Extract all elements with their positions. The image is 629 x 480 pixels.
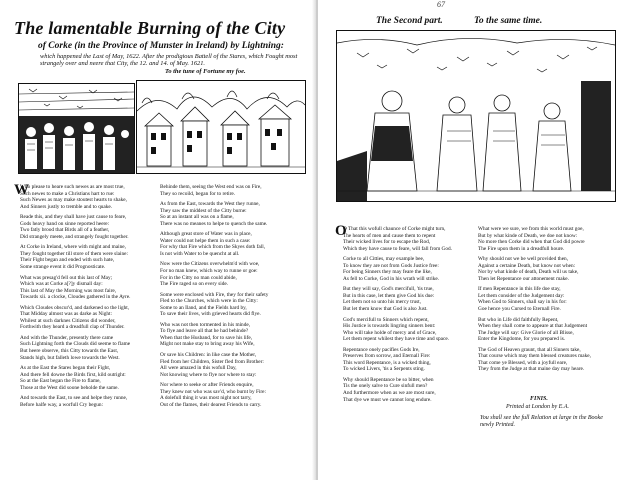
verse-line: When that the Husband, for to save his life, — [160, 334, 253, 341]
verse-line: Not knowing where to flye nor where to stay: — [160, 371, 257, 378]
verse-line: All were amazed in this wofull Day, — [160, 365, 237, 372]
relation-note: You shall see the full Relation at large in the Booke newly Printed. — [480, 415, 603, 428]
verse-line: Although great store of Water was in place, — [160, 231, 252, 238]
verse-line: Who was not then tormented in his minde, — [160, 321, 251, 328]
verse-line: Such Lightning forth the Clouds did seeme to flame — [20, 341, 131, 348]
verse-line: Some to an Iland, and the Fields hard by, — [160, 304, 247, 311]
verse-line: Some strange event it did Prognosticate. — [20, 264, 106, 271]
verse-line: Who please to heare such newes as are most true, — [20, 184, 125, 190]
finis-label: FINIS. — [530, 396, 548, 402]
verse-line: As from the East, towards the West they runne, — [160, 201, 260, 208]
verse-line: When God to Sinners, shall say in his for: — [478, 299, 567, 306]
verse-line: Water could not helpe them in such a case: — [160, 237, 251, 244]
verse-line: But in this case, let them give God his due: — [343, 292, 435, 299]
verse-line: But by what kinde of Death, we doe not know: — [478, 232, 578, 239]
verse-line: They fought together till store of them were slaine: — [20, 250, 128, 257]
verse-line: So at the East began the Fire to flame, — [20, 378, 101, 385]
verse-line: Such Newes as may make stoutest hearts to shake, — [20, 197, 127, 204]
verse-line: Nor by what kinde of death, Death will us take, — [478, 269, 579, 276]
verse-line: Fled to the Churches, which were in the Citty: — [160, 298, 258, 305]
ballad-subtitle: of Corke (in the Province of Munster in Ireland) by Lightning: — [38, 41, 284, 51]
verse-line: God's mercifull to Sinners which repent, — [343, 316, 429, 323]
verse-line: That course which may them blessed creatures make, — [478, 353, 591, 360]
verse-line: Repentance onely pacifies Gods Ire, — [343, 346, 420, 353]
verse-line: That dye we must we cannot long endure. — [343, 396, 432, 403]
verse-line: Against a certaine Death, but know not when: — [478, 262, 576, 269]
verse-line: Then let Repentance our attonement make. — [478, 275, 569, 282]
verse-line: When they shall come to appeare at that Judgement — [478, 323, 588, 330]
verse-line: Let them not so unto his mercy trust, — [343, 299, 421, 306]
verse-line: If men Repentance in this life doe stay, — [478, 286, 561, 293]
verse-line: His Justice is towards lingring sinners bent: — [343, 323, 436, 330]
sermon-scene-illustration — [337, 31, 615, 201]
verse-line: Towards xii. a clocke, Cloudes gathered in the Ayre. — [20, 294, 131, 301]
verse-line: Stands high, but falleth lowe towards the West. — [20, 354, 120, 361]
verse-line: For being Sinners they may feare the like, — [343, 269, 432, 276]
verse-line: Let them consider of the Judgement day: — [478, 292, 565, 299]
verse-line: Is not with Water to be quencht at all. — [160, 250, 240, 257]
woodcut-burning-city — [136, 80, 306, 174]
verse-line: This word Repentance, is a wicked thing, — [343, 359, 431, 366]
left-column-2 — [160, 184, 268, 408]
ballad-description: which happened the Last of May, 1622. After the prodigious Battell of the Stares, which Fought most strangely over and neere that City, the 12. and 14. of May. 1621. — [40, 53, 298, 68]
verse-line: But let them know that God is also Just. — [343, 306, 428, 313]
verse-line: As at the East the Stares began their Fight, — [20, 365, 111, 372]
verse-line: But who in Life did faithfully Repent, — [478, 316, 559, 323]
verse-line: Goe hence you Cursed to Eternall Fire. — [478, 306, 561, 313]
verse-line: And there fell downe the Birds first, kild outright: — [20, 371, 126, 378]
second-part-title: The Second part. — [376, 16, 443, 26]
verse-line: And Sinners justly to tremble and to quake. — [20, 203, 113, 210]
verse-line: Those at the West did soone beholde the same. — [20, 384, 119, 391]
verse-line: Which they have cause to feare, will fall from God. — [343, 245, 452, 252]
verse-line: Did strangely meete, and strangely fought together. — [20, 233, 129, 240]
verse-line: Now were the Citizens overwhelm'd with woe, — [160, 261, 260, 268]
verse-line: A dolefull thing it was most night not tarry, — [160, 395, 252, 402]
verse-line: This last of May the Morning was most faire, — [20, 287, 117, 294]
verse-line: Forthwith they heard a dreadfull clap of Thunder. — [20, 324, 125, 331]
right-column-2 — [478, 226, 591, 373]
verse-line: Corke to all Citties, may example bee, — [343, 256, 425, 263]
verse-line: They saw the middest of the Citty burne: — [160, 207, 247, 214]
printer-line: Printed at London by E.A. — [506, 404, 569, 410]
verse-line: So at an instant all was on a flame, — [160, 214, 234, 221]
verse-line: And towards the East, to see and helpe they runne, — [20, 395, 128, 402]
verse-line: Two fatly brood that Birds all of a feather, — [20, 227, 110, 234]
verse-line: Their wicked lives for to escape the Rod, — [343, 239, 431, 246]
left-column-1 — [20, 184, 131, 408]
woodcut-crowd — [18, 83, 135, 174]
verse-line: Preserves from sorrow, and Eternall Fire: — [343, 353, 431, 360]
verse-line: Out of the flames, their dearest Friends to carry. — [160, 401, 262, 408]
verse-line: They so recoild, began for to retire. — [160, 190, 236, 197]
drop-cap-o: O — [335, 223, 347, 239]
verse-line: Reade this, and they shall have just cause to feare, — [20, 214, 127, 221]
verse-line: For in the Citty no man could abide, — [160, 274, 237, 281]
verse-line: Might not make stay to bring away his Wife, — [160, 341, 255, 348]
verse-line: Fled from her Children, Sister fled from Brother: — [160, 358, 264, 365]
verse-line: Whilest at such darknes Citizens did wonder, — [20, 317, 116, 324]
crowd-illustration — [19, 84, 134, 173]
verse-line: That Midday almost was as darke as Night: — [20, 311, 112, 318]
verse-line: Or save his Children: in like case the Mother, — [160, 352, 257, 359]
verse-line: And with the Thunder, presently there came — [20, 334, 114, 341]
verse-line: The Fire raged so on every side. — [160, 281, 229, 288]
verse-line: No more then Corke did when that God did powre — [478, 239, 585, 246]
verse-line: What were we sure, we from this world must goe, — [478, 226, 584, 232]
verse-line: Who will take holde of mercy and of Grace, — [343, 329, 437, 336]
verse-line: Why should not we be well provided then, — [478, 256, 569, 263]
verse-line: For why that Fire which from the Skyes doth fall, — [160, 244, 266, 251]
drop-cap-w: W — [14, 182, 29, 198]
right-column-1 — [343, 226, 452, 403]
verse-line: What was presag'd fell out this last of May; — [20, 274, 113, 281]
page-number-mark: 67 — [437, 0, 445, 9]
verse-line: Gods heavy hand on sinne reported heere: — [20, 220, 110, 227]
verse-line: Tis the onely salve to Cure sinfull men? — [343, 383, 428, 390]
verse-line: Such newes to make a Christians hart to rue: — [20, 190, 115, 197]
verse-line: But they will say, God's mercifull, 'tis true, — [343, 286, 434, 293]
verse-line: That come ye Blessed, with a joyfull eare, — [478, 359, 568, 366]
verse-line: To know they are not from Gods Justice free: — [343, 262, 439, 269]
verse-line: The hearts of men and cause them to repent — [343, 232, 436, 239]
verse-line: To flye and leave all that he had behinde? — [160, 328, 249, 335]
verse-line: Which Cloudes obscur'd, and darkened so the light, — [20, 304, 130, 311]
tune-line: To the tune of Fortune my foe. — [165, 68, 246, 75]
verse-line: Let them repent whilest they have time and space. — [343, 336, 450, 343]
woodcut-sermon-scene — [336, 30, 616, 202]
verse-line: As fell to Corke, God in his wrath will strike. — [343, 275, 440, 282]
verse-line: They knew not who was sav'd, who burnt by Fire: — [160, 388, 266, 395]
verse-line: They from the Judge at that maine day may heare. — [478, 366, 585, 373]
ballad-title: The lamentable Burning of the City — [14, 18, 286, 38]
verse-line: Some were enclosed with Fire, they for their safety — [160, 291, 269, 298]
verse-line: And furthermore when as we are most sure, — [343, 390, 436, 397]
verse-line: Behinde them, seeing the West end was on Fire, — [160, 184, 262, 190]
verse-line: To wicked Livers, 'tis a Serpents sting. — [343, 366, 425, 373]
verse-line: But heere observe, this Citty towards the East, — [20, 348, 119, 355]
verse-line: The God of Heaven graunt, that all Sinners take, — [478, 346, 581, 353]
verse-line: For no man knew, which way to runne or goe: — [160, 268, 258, 275]
burning-city-illustration — [137, 81, 305, 173]
verse-line: The Fire upon them in a dreadfull houre. — [478, 245, 565, 252]
verse-line: Before halfe way, a worfull Cry begun: — [20, 401, 104, 408]
verse-line: At Corke in Ireland, where with might and maine, — [20, 244, 126, 251]
verse-line: Their Fight began and ended with such hate, — [20, 257, 115, 264]
same-time-title: To the same time. — [474, 16, 543, 26]
verse-line: Enter the Kingdome, for you prepared is. — [478, 336, 566, 343]
verse-line: To save their lives, with grieved hearts did flye. — [160, 311, 261, 318]
verse-line: Nor where to seeke or after Friends enquire, — [160, 382, 254, 389]
verse-line: Why should Repentance be so bitter, when — [343, 376, 434, 383]
verse-line: There was no meanes to helpe to quench the same. — [160, 220, 268, 227]
verse-line: Which was at Corke a[?]y dismall day: — [20, 281, 103, 288]
verse-line: The Judge will say: Give Glorie of all Blisse, — [478, 329, 574, 336]
verse-line: O That this wofull chaunce of Corke might turn, — [343, 226, 446, 232]
